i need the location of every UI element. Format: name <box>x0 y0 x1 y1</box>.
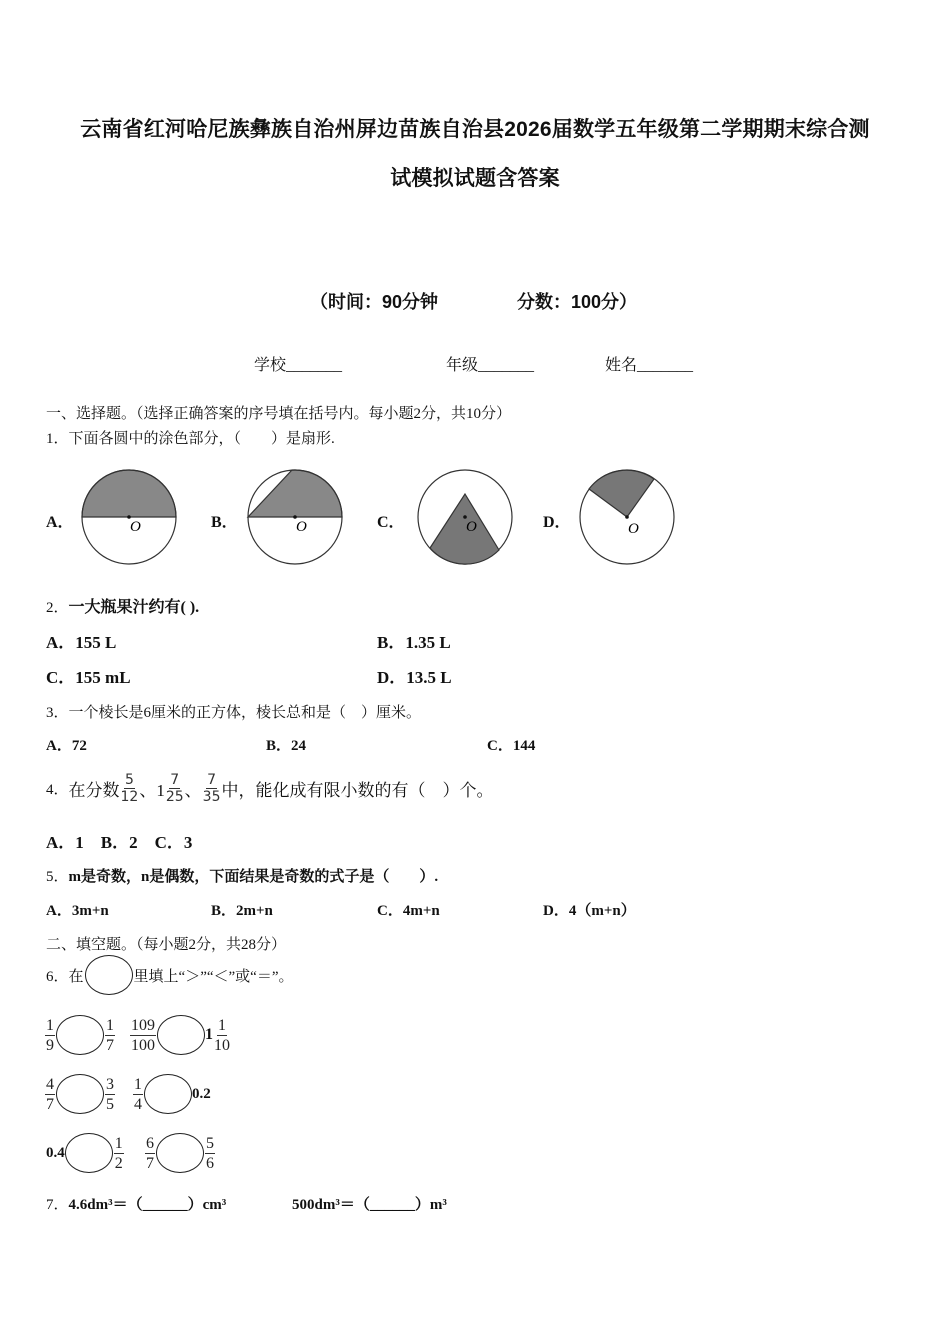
compare-oval[interactable] <box>156 1133 204 1173</box>
denominator: 35 <box>202 788 221 805</box>
right-value: 0.2 <box>192 1085 211 1102</box>
denominator: 7 <box>46 1095 54 1113</box>
denominator: 7 <box>106 1036 114 1054</box>
numerator: 1 <box>134 1075 142 1093</box>
left-fraction <box>45 1075 55 1114</box>
q3-text: 一个棱长是6厘米的正方体，棱长总和是（ ）厘米。 <box>68 705 422 721</box>
right-fraction <box>205 1134 215 1173</box>
name-field: 姓名_______ <box>605 357 694 374</box>
numerator: 7 <box>207 771 217 788</box>
denominator: 9 <box>46 1036 54 1054</box>
q6-pre: 在 <box>68 968 84 985</box>
q6-row1-a <box>44 1014 116 1056</box>
q4-fraction-2 <box>166 772 184 805</box>
q7 <box>46 1193 226 1214</box>
q5-option-d: D．4（m+n） <box>543 903 636 919</box>
right-fraction <box>105 1075 115 1114</box>
q4-sep2: 、 <box>184 780 202 800</box>
q6-number: 6． <box>46 968 69 985</box>
q4-number: 4． <box>46 781 69 798</box>
q6-row2-b <box>132 1073 211 1115</box>
q5-number: 5． <box>46 869 69 885</box>
numerator: 5 <box>124 771 134 788</box>
q6-post: 里填上“＞”“＜”或“＝”。 <box>133 968 294 985</box>
q1-number: 1． <box>46 431 69 447</box>
q4-fraction-1 <box>121 772 139 805</box>
q2-option-a: A．155 L <box>46 633 117 652</box>
q4-fraction-3 <box>203 772 221 805</box>
center-label: O <box>628 521 639 537</box>
q1-option-d-label: D． <box>543 514 571 531</box>
q6-row2-a <box>44 1073 116 1115</box>
numerator: 109 <box>131 1016 155 1034</box>
center-label: O <box>296 519 307 535</box>
q1-option-b-label: B． <box>211 514 238 531</box>
q3-option-a: A．72 <box>46 738 87 754</box>
q5-text: m是奇数，n是偶数，下面结果是奇数的式子是（ ）. <box>68 869 439 885</box>
q1 <box>46 427 335 448</box>
q5-option-a: A．3m+n <box>46 903 109 919</box>
numerator: 5 <box>206 1134 214 1152</box>
q6-row3-b <box>144 1132 216 1174</box>
q3-option-b: B．24 <box>266 738 307 754</box>
q5 <box>46 865 438 886</box>
q4-suffix: 中，能化成有限小数的有（ ）个。 <box>221 780 494 800</box>
left-fraction <box>130 1016 156 1055</box>
q1-option-a-label: A． <box>46 514 74 531</box>
denominator: 5 <box>106 1095 114 1113</box>
denominator: 12 <box>120 788 139 805</box>
q3-option-c: C．144 <box>487 738 536 754</box>
left-fraction <box>45 1016 55 1055</box>
q1-option-c-label: C． <box>377 514 405 531</box>
grade-field: 年级_______ <box>446 357 535 374</box>
q6 <box>46 954 293 996</box>
compare-oval[interactable] <box>65 1133 113 1173</box>
denominator: 25 <box>165 788 184 805</box>
numerator: 1 <box>106 1016 114 1034</box>
denominator: 100 <box>131 1036 155 1054</box>
q6-row1-b <box>129 1014 231 1056</box>
q5-option-b: B．2m+n <box>211 903 273 919</box>
right-fraction <box>214 1016 230 1055</box>
exam-time: （时间：90分钟 <box>310 292 439 312</box>
q1-text: 下面各圆中的涂色部分，（ ）是扇形. <box>68 431 335 447</box>
q4-sep1: 、1 <box>139 780 165 800</box>
denominator: 4 <box>134 1095 142 1113</box>
q6-row3-a <box>46 1132 125 1174</box>
numerator: 6 <box>146 1134 154 1152</box>
left-value: 0.4 <box>46 1144 65 1161</box>
q1-option-c-figure <box>414 466 516 568</box>
q1-option-b-figure <box>244 466 346 568</box>
right-fraction <box>114 1134 124 1173</box>
whole-number: 1 <box>205 1026 213 1043</box>
numerator: 1 <box>114 1134 123 1152</box>
q6-example-oval <box>85 955 133 995</box>
center-dot <box>625 515 629 519</box>
q1-option-d-figure <box>576 466 678 568</box>
section1-heading: 一、选择题。（选择正确答案的序号填在括号内。每小题2分，共10分） <box>46 406 512 422</box>
compare-oval[interactable] <box>157 1015 205 1055</box>
center-label: O <box>130 519 141 535</box>
q3 <box>46 701 421 722</box>
q4-prefix: 在分数 <box>68 780 120 800</box>
right-fraction <box>105 1016 115 1055</box>
compare-oval[interactable] <box>144 1074 192 1114</box>
numerator: 1 <box>218 1016 226 1034</box>
denominator: 2 <box>114 1154 123 1172</box>
compare-oval[interactable] <box>56 1074 104 1114</box>
q4 <box>46 763 494 813</box>
q2-option-c: C．155 mL <box>46 668 131 687</box>
denominator: 10 <box>214 1036 230 1054</box>
shaded-region <box>248 470 342 517</box>
q2 <box>46 594 199 617</box>
q7-part2: 500dm³＝（______）m³ <box>292 1197 447 1213</box>
q1-option-a-figure <box>78 466 180 568</box>
left-fraction <box>133 1075 143 1114</box>
denominator: 6 <box>206 1154 214 1172</box>
doc-title-line2: 试模拟试题含答案 <box>390 167 560 190</box>
q7-number: 7． <box>46 1197 69 1213</box>
denominator: 7 <box>146 1154 154 1172</box>
numerator: 7 <box>170 771 180 788</box>
q5-option-c: C．4m+n <box>377 903 440 919</box>
section2-heading: 二、填空题。（每小题2分，共28分） <box>46 937 287 953</box>
q2-option-d: D．13.5 L <box>377 668 452 687</box>
q2-text: 一大瓶果汁约有( ). <box>68 599 200 616</box>
q7-part1: 4.6dm³＝（______）cm³ <box>68 1197 227 1213</box>
q4-options: A．1 B．2 C．3 <box>46 833 193 852</box>
school-field: 学校_______ <box>254 357 343 374</box>
q2-number: 2． <box>46 600 69 616</box>
q2-option-b: B．1.35 L <box>377 633 451 652</box>
q3-number: 3． <box>46 705 69 721</box>
numerator: 3 <box>106 1075 114 1093</box>
compare-oval[interactable] <box>56 1015 104 1055</box>
doc-title-line1: 云南省红河哈尼族彝族自治州屏边苗族自治县2026届数学五年级第二学期期末综合测 <box>80 118 870 141</box>
exam-score: 分数：100分） <box>517 292 638 312</box>
numerator: 1 <box>46 1016 54 1034</box>
numerator: 4 <box>46 1075 54 1093</box>
left-fraction <box>145 1134 155 1173</box>
center-label: O <box>466 519 477 535</box>
shaded-semicircle <box>82 470 176 517</box>
